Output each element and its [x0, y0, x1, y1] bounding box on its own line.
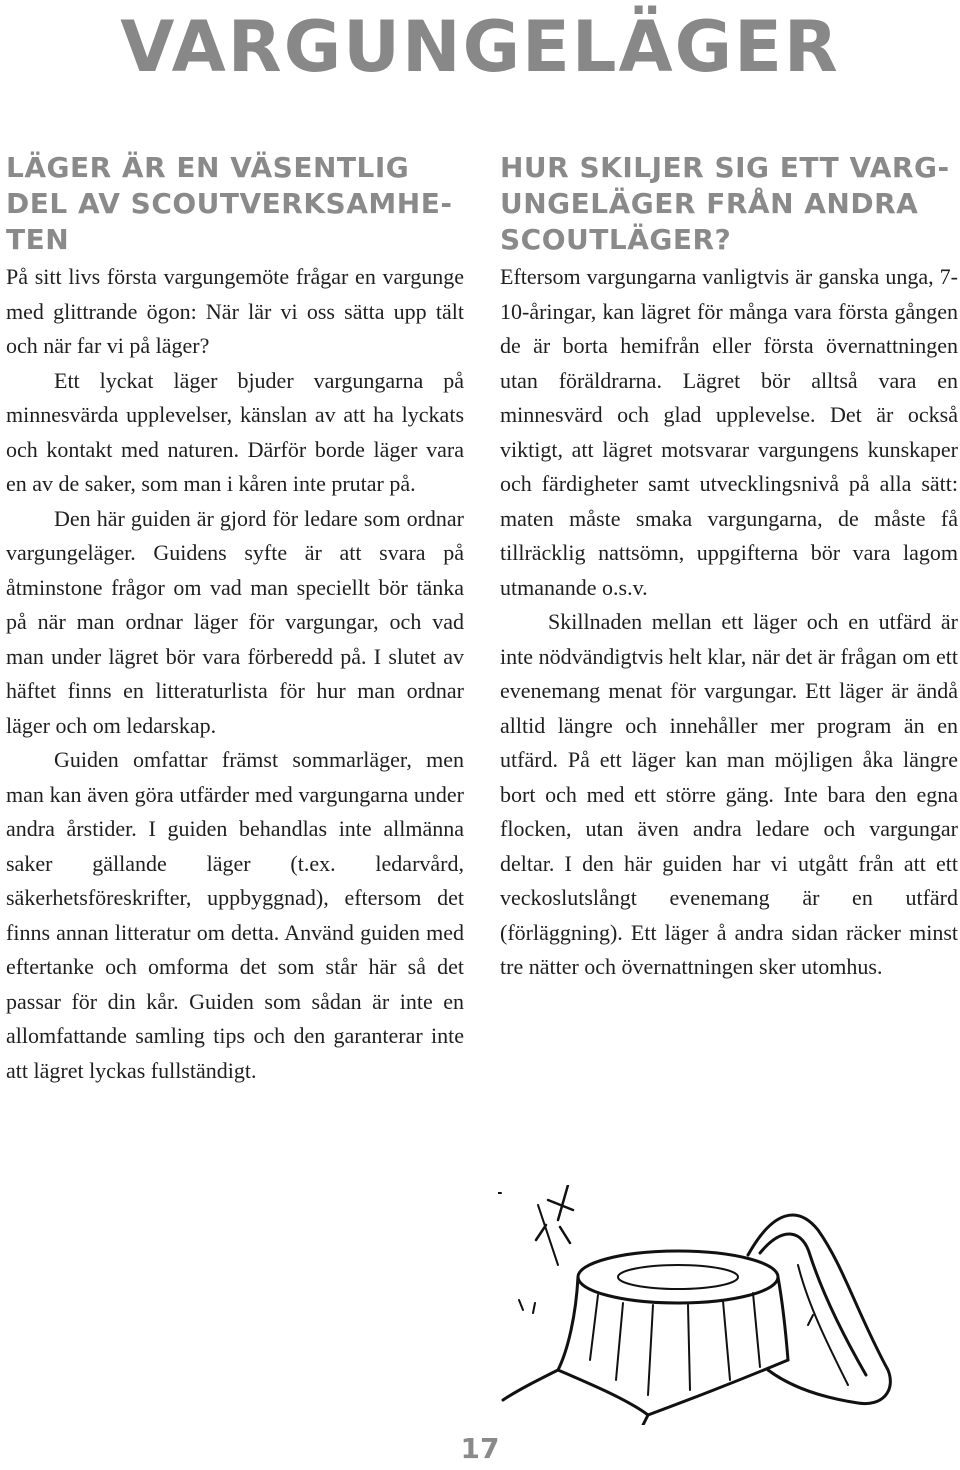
page-title: VARGUNGELÄGER — [120, 6, 840, 88]
tree-stump-illustration — [498, 1185, 958, 1425]
heading-line: LÄGER ÄR EN VÄSENTLIG — [6, 151, 410, 184]
left-section-heading — [6, 150, 464, 258]
paragraph: På sitt livs första vargungemöte frågar en vargunge med glittrande ögon: När lär vi oss sätta upp tält och när far vi på läger? — [6, 264, 464, 358]
heading-line: DEL AV SCOUTVERKSAMHE- — [6, 187, 453, 220]
paragraph: Skillnaden mellan ett läger och en utfärd är inte nödvändigtvis helt klar, när det är frågan om ett evenemang menat för vargungar. Ett läger är ändå alltid längre och innehåller mer program än en utfärd. På ett läger kan man möjligen åka längre bort och med ett större gäng. Inte bara den egna flocken, utan även andra ledare och vargungar deltar. I den här guiden har vi utgått från att ett veckoslutslångt evenemang är en utfärd (förläggning). Ett läger å andra sidan räcker minst tre nätter och övernattningen sker utomhus. — [500, 609, 958, 979]
heading-line: UNGELÄGER FRÅN ANDRA — [500, 187, 919, 220]
paragraph: Guiden omfattar främst sommarläger, men man kan även göra utfärder med vargungarna under andra årstider. I guiden behandlas inte allmänna saker gällande läger (t.ex. ledarvård, säkerhetsföreskrifter, uppbyggnad), eftersom det finns annan litteratur om detta. Använd guiden med eftertanke och omforma det som står här så det passar för din kår. Guiden som sådan är inte en allomfattande samling tips och den garanterar inte att lägret lyckas fullständigt. — [6, 747, 464, 1083]
heading-line: SCOUTLÄGER? — [500, 223, 732, 256]
heading-line: HUR SKILJER SIG ETT VARG- — [500, 151, 950, 184]
right-column — [500, 150, 958, 985]
right-section-heading — [500, 150, 958, 258]
left-column — [6, 150, 464, 1088]
paragraph: Den här guiden är gjord för ledare som ordnar vargungeläger. Guidens syfte är att svara på åtminstone frågor om vad man speciellt bör tänka på när man ordnar läger för vargungar, och vad man under lägret bör vara förberedd på. I slutet av häftet finns en litteraturlista för hur man ordnar läger och om ledarskap. — [6, 505, 464, 738]
page-number: 17 — [460, 1432, 500, 1465]
paragraph: Eftersom vargungarna vanligtvis är ganska unga, 7-10-åringar, kan lägret för många vara första gången de är borta hemifrån eller första övernattningen utan föräldrarna. Lägret bör alltså vara en minnesvärd och glad upplevelse. Det är också viktigt, att lägret motsvarar vargungens kunskaper och färdigheter samt utvecklingsnivå på alla sätt: maten måste smaka vargungarna, de måste få tillräcklig nattsömn, uppgifterna bör vara lagom utmanande o.s.v. — [500, 264, 958, 600]
paragraph: Ett lyckat läger bjuder vargungarna på minnesvärda upplevelser, känslan av att ha lyckats och kontakt med naturen. Därför borde läger vara en av de saker, som man i kåren inte prutar på. — [6, 367, 464, 496]
heading-line: TEN — [6, 223, 70, 256]
